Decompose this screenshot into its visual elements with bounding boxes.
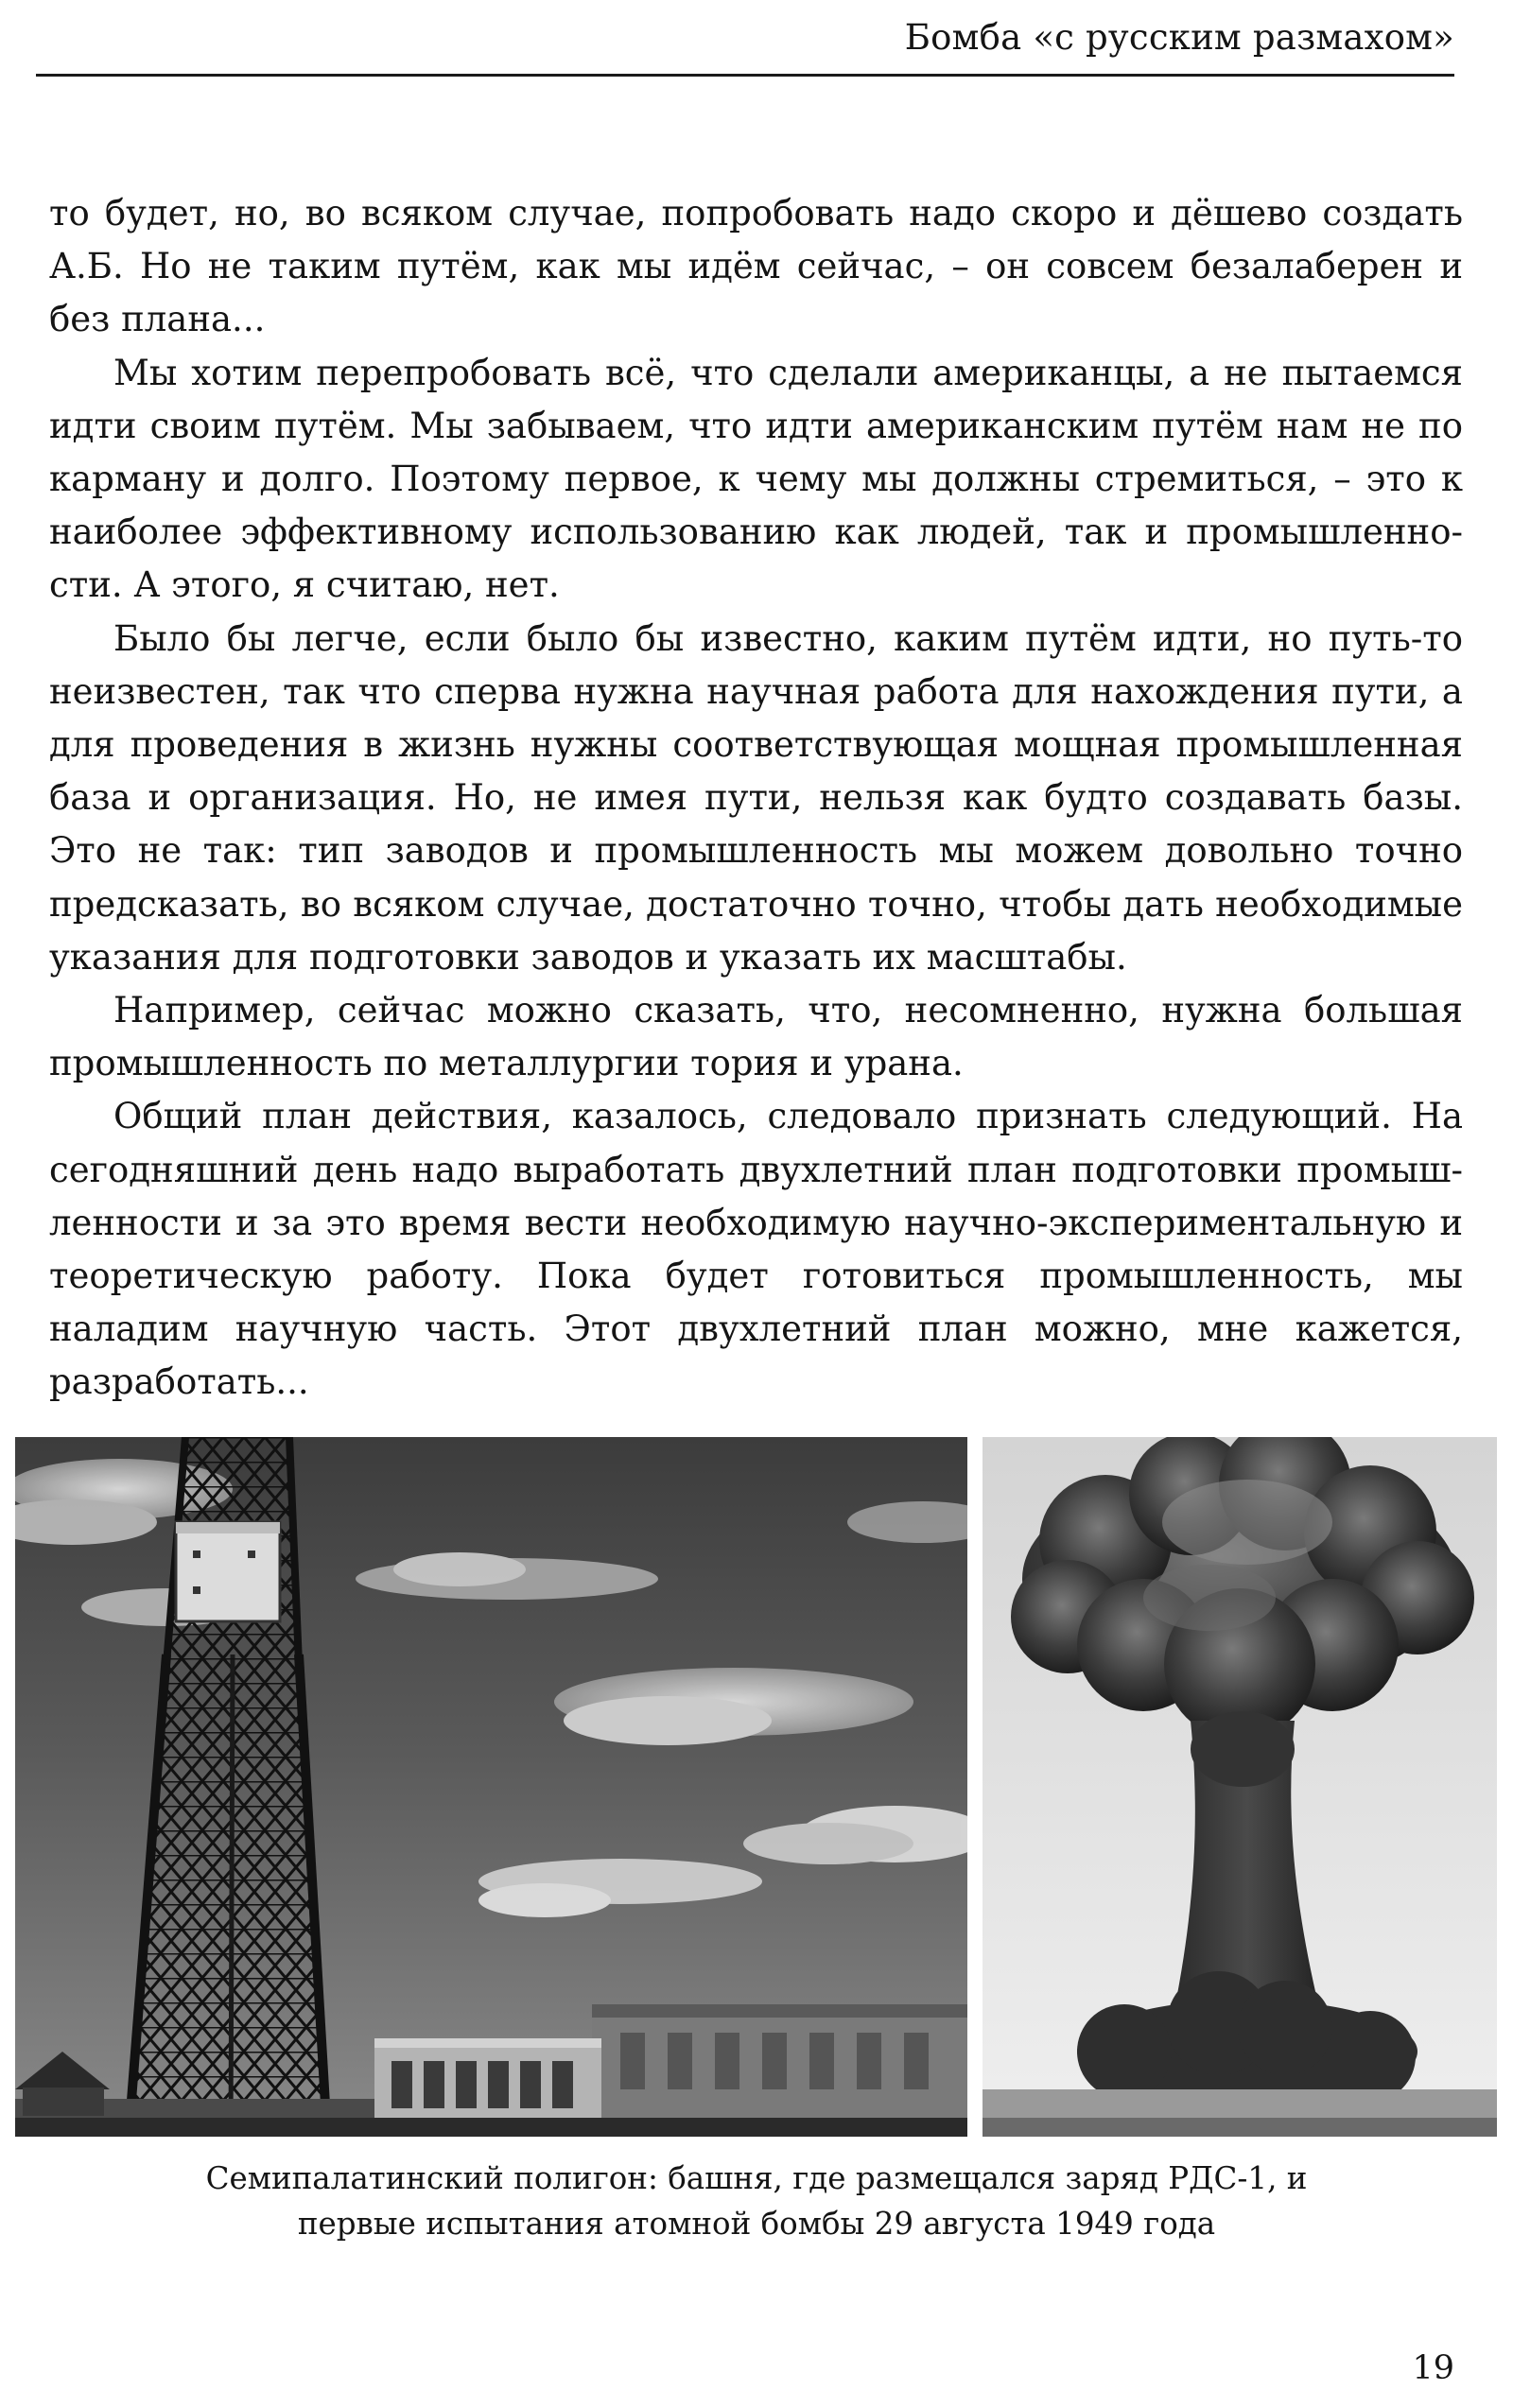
page-number: 19 (1412, 2349, 1454, 2387)
figure (15, 1437, 1497, 2137)
body-text (49, 187, 1463, 1410)
caption-line-1: Семипалатинский полигон: башня, где размещался заряд РДС-1, и (205, 2160, 1308, 2196)
mushroom-cloud-photo (983, 1437, 1497, 2137)
paragraph-3: Было бы легче, если было бы известно, каким путём идти, но путь-то неизвестен, так что сперва нужна научная работа для нахождения пути, а для проведения в жизнь нужны соответствующая мощная промышленная база и организация. Но, не имея пути, нельзя как будто создавать базы. Это не так: тип заводов и промышленность мы можем довольно точно предсказать, во всяком случае, достаточно точно, чтобы дать необходимые указания для подготовки заводов и указать их масштабы. (49, 617, 1463, 978)
running-head: Бомба «с русским размахом» (904, 17, 1454, 58)
paragraph-4: Например, сейчас можно сказать, что, несомненно, нужна большая промышленность по металлургии тория и урана. (49, 990, 1463, 1084)
tower-photo (15, 1437, 967, 2137)
caption-line-2: первые испытания атомной бомбы 29 августа 1949 года (297, 2206, 1216, 2242)
paragraph-2: Мы хотим перепробовать всё, что сделали американцы, а не пытаемся идти своим путём. Мы забываем, что идти американским путём нам не по карману и долго. Поэтому первое, к чему мы должны стремиться, – это к наиболее эффективному использованию как людей, так и промышленности. А этого, я считаю, нет. (49, 352, 1463, 606)
paragraph-1: то будет, но, во всяком случае, попробовать надо скоро и дёшево создать А.Б. Но не таким путём, как мы идём сейчас, – он совсем безалаберен и без плана... (49, 193, 1463, 340)
figure-caption (38, 2156, 1475, 2246)
paragraph-5: Общий план действия, казалось, следовало признать следующий. На сегодняшний день надо выработать двухлетний план подготовки промышленности и за это время вести необходимую научно-экспериментальную и теоретическую работу. Пока будет готовиться промышленность, мы наладим научную часть. Этот двухлетний план можно, мне кажется, разработать... (49, 1096, 1463, 1403)
header-rule (36, 74, 1454, 77)
